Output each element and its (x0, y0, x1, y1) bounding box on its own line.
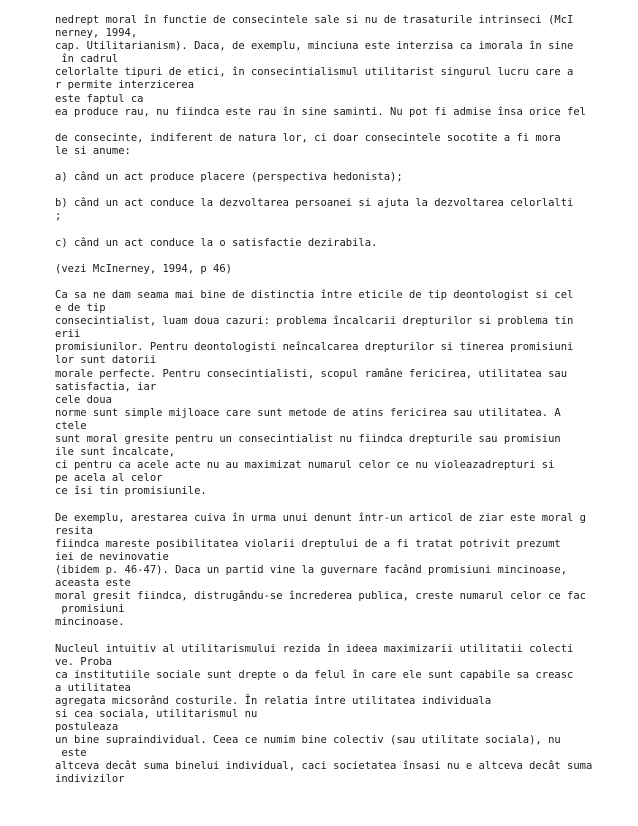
paragraph (55, 132, 595, 158)
paragraph (55, 237, 595, 250)
text-line: b) când un act conduce la dezvoltarea persoanei si ajuta la dezvoltarea celorlalti (55, 197, 574, 210)
text-line: erii (55, 328, 81, 341)
document-body (55, 14, 595, 800)
text-line: promisiuni (55, 603, 125, 616)
text-line: altceva decât suma binelui individual, caci societatea însasi nu e altceva decât suma (55, 760, 593, 773)
text-line: moral gresit fiindca, distrugându-se încrederea publica, creste numarul celor ce fac (55, 590, 587, 603)
text-line: cele doua (55, 393, 112, 406)
text-line: satisfactia, iar (55, 380, 157, 393)
text-line: de consecinte, indiferent de natura lor, ci doar consecintele socotite a fi mora (55, 131, 561, 144)
text-line: ea produce rau, nu fiindca este rau în sine saminti. Nu pot fi admise însa orice fel (55, 105, 587, 118)
text-line: r permite interzicerea (55, 79, 195, 92)
paragraph (55, 171, 595, 184)
paragraph (55, 643, 595, 787)
text-line: norme sunt simple mijloace care sunt metode de atins fericirea sau utilitatea. A (55, 406, 561, 419)
text-line: ca institutiile sociale sunt drepte o da felul în care ele sunt capabile sa creasc (55, 668, 574, 681)
text-line: (vezi McInerney, 1994, p 46) (55, 262, 233, 275)
text-line: ce îsi tin promisiunile. (55, 485, 207, 498)
text-line: consecintialist, luam doua cazuri: problema încalcarii drepturilor si problema tin (55, 315, 574, 328)
text-line: c) când un act conduce la o satisfactie dezirabila. (55, 236, 378, 249)
text-line: aceasta este (55, 577, 131, 590)
text-line: celorlalte tipuri de etici, în consecintialismul utilitarist singurul lucru care a (55, 66, 574, 79)
text-line: Ca sa ne dam seama mai bine de distinctia între eticile de tip deontologist si cel (55, 288, 574, 301)
text-line: morale perfecte. Pentru consecintialisti, scopul ramâne fericirea, utilitatea sau (55, 367, 568, 380)
text-line: ci pentru ca acele acte nu au maximizat numarul celor ce nu violeazadrepturi si (55, 459, 555, 472)
paragraph (55, 197, 595, 223)
text-line: De exemplu, arestarea cuiva în urma unui denunt într-un articol de ziar este moral g (55, 511, 587, 524)
text-line: ve. Proba (55, 655, 112, 668)
text-line: fiindca mareste posibilitatea violarii dreptului de a fi tratat potrivit prezumt (55, 537, 561, 550)
text-line: resita (55, 524, 93, 537)
text-line: ctele (55, 419, 87, 432)
text-line: agregata micsorând costurile. În relatia între utilitatea individuala (55, 694, 492, 707)
text-line: promisiunilor. Pentru deontologisti neîncalcarea drepturilor si tinerea promisiuni (55, 341, 574, 354)
text-line: le si anume: (55, 144, 131, 157)
text-line: mincinoase. (55, 616, 125, 629)
text-line: lor sunt datorii (55, 354, 157, 367)
text-line: este faptul ca (55, 92, 144, 105)
text-line: nerney, 1994, (55, 27, 138, 40)
text-line: nedrept moral în functie de consecintele sale si nu de trasaturile intrinseci (McI (55, 14, 574, 26)
paragraph (55, 14, 595, 119)
paragraph (55, 289, 595, 499)
text-line: indivizilor (55, 773, 125, 786)
text-line: a utilitatea (55, 681, 131, 694)
text-line: postuleaza (55, 721, 119, 734)
text-line: cap. Utilitarianism). Daca, de exemplu, minciuna este interzisa ca imorala în sine (55, 40, 574, 53)
text-line: (ibidem p. 46-47). Daca un partid vine la guvernare facând promisiuni mincinoase, (55, 563, 568, 576)
text-line: a) când un act produce placere (perspectiva hedonista); (55, 171, 403, 184)
paragraph (55, 512, 595, 630)
paragraph (55, 263, 595, 276)
text-line: e de tip (55, 302, 106, 315)
text-line: în cadrul (55, 53, 119, 66)
text-line: ile sunt încalcate, (55, 446, 176, 459)
text-line: ; (55, 210, 62, 223)
text-line: si cea sociala, utilitarismul nu (55, 707, 258, 720)
text-line: pe acela al celor (55, 472, 163, 485)
text-line: iei de nevinovatie (55, 550, 169, 563)
text-line: Nucleul intuitiv al utilitarismului rezida în ideea maximizarii utilitatii colecti (55, 642, 574, 655)
text-line: un bine supraindividual. Ceea ce numim bine colectiv (sau utilitate sociala), nu (55, 734, 561, 747)
text-line: este (55, 747, 87, 760)
text-line: sunt moral gresite pentru un consecintialist nu fiindca drepturile sau promisiun (55, 433, 561, 445)
